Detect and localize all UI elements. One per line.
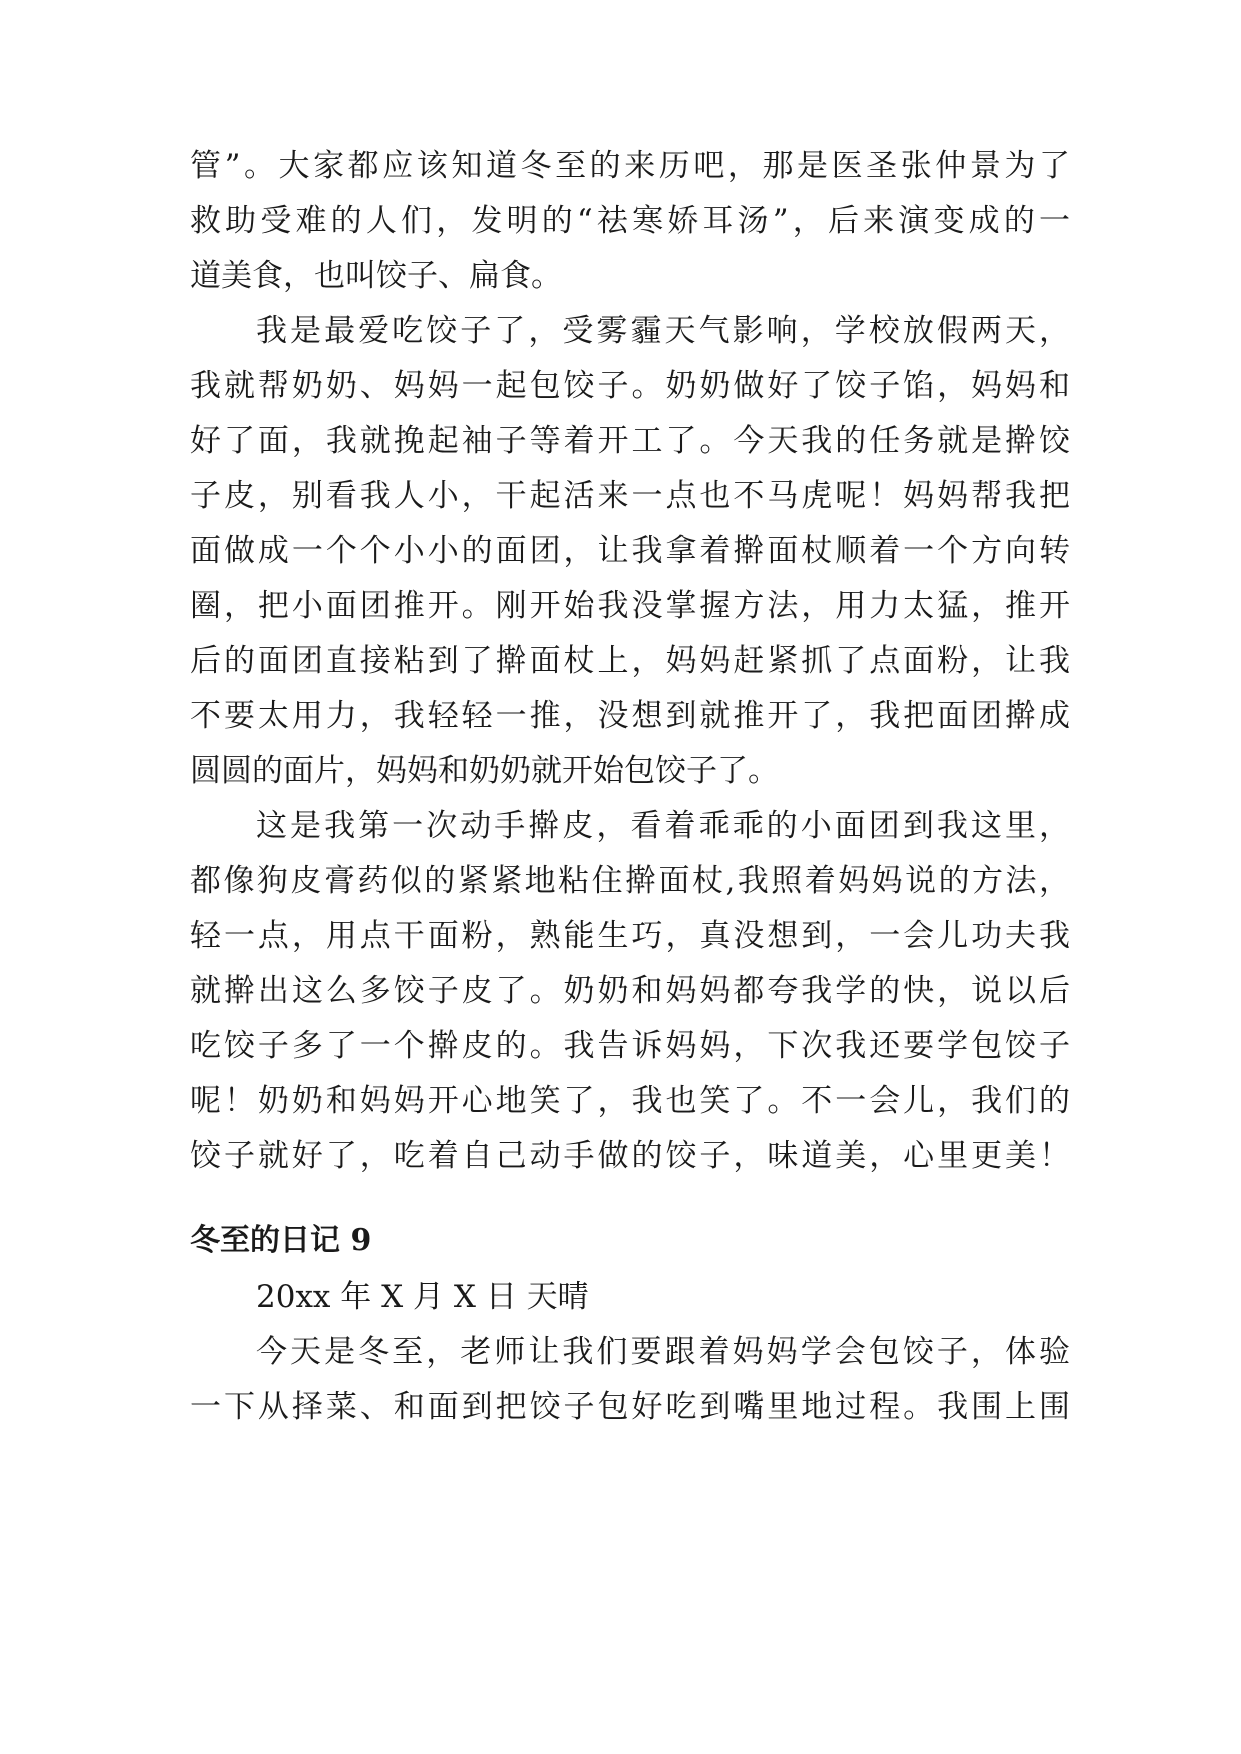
paragraph-line: 轻一点，用点干面粉，熟能生巧，真没想到，一会儿功夫我 — [190, 918, 1070, 954]
paragraph-line: 这是我第一次动手擀皮，看着乖乖的小面团到我这里， — [256, 808, 1070, 844]
paragraph-line: 呢！奶奶和妈妈开心地笑了，我也笑了。不一会儿，我们的 — [190, 1083, 1070, 1119]
paragraph-line: 都像狗皮膏药似的紧紧地粘住擀面杖,我照着妈妈说的方法， — [190, 863, 1070, 899]
paragraph-line: 一下从择菜、和面到把饺子包好吃到嘴里地过程。我围上围 — [190, 1389, 1070, 1425]
paragraph-line: 后的面团直接粘到了擀面杖上，妈妈赶紧抓了点面粉，让我 — [190, 643, 1070, 679]
paragraph-line: 子皮，别看我人小，干起活来一点也不马虎呢！妈妈帮我把 — [190, 478, 1070, 514]
section-title: 冬至的日记 9 — [190, 1223, 372, 1258]
paragraph-line: 不要太用力，我轻轻一推，没想到就推开了，我把面团擀成 — [190, 698, 1070, 734]
paragraph-line: 饺子就好了，吃着自己动手做的饺子，味道美，心里更美！ — [190, 1138, 1070, 1174]
paragraph-line: 好了面，我就挽起袖子等着开工了。今天我的任务就是擀饺 — [190, 423, 1070, 459]
paragraph-line: 道美食，也叫饺子、扁食。 — [190, 258, 562, 294]
paragraph-line: 今天是冬至，老师让我们要跟着妈妈学会包饺子，体验 — [256, 1334, 1070, 1370]
paragraph-line: 我就帮奶奶、妈妈一起包饺子。奶奶做好了饺子馅，妈妈和 — [190, 368, 1070, 404]
paragraph-line: 吃饺子多了一个擀皮的。我告诉妈妈，下次我还要学包饺子 — [190, 1028, 1070, 1064]
paragraph-line: 救助受难的人们，发明的“祛寒娇耳汤”，后来演变成的一 — [190, 203, 1070, 239]
paragraph-line: 管”。大家都应该知道冬至的来历吧，那是医圣张仲景为了 — [190, 148, 1070, 184]
paragraph-line: 面做成一个个小小的面团，让我拿着擀面杖顺着一个方向转 — [190, 533, 1070, 569]
paragraph-line: 圈，把小面团推开。刚开始我没掌握方法，用力太猛，推开 — [190, 588, 1070, 624]
paragraph-line: 就擀出这么多饺子皮了。奶奶和妈妈都夸我学的快，说以后 — [190, 973, 1070, 1009]
paragraph-line: 我是最爱吃饺子了，受雾霾天气影响，学校放假两天， — [256, 313, 1070, 349]
paragraph-line: 圆圆的面片，妈妈和奶奶就开始包饺子了。 — [190, 753, 779, 789]
date-line: 20xx 年 X 月 X 日 天晴 — [256, 1279, 589, 1315]
